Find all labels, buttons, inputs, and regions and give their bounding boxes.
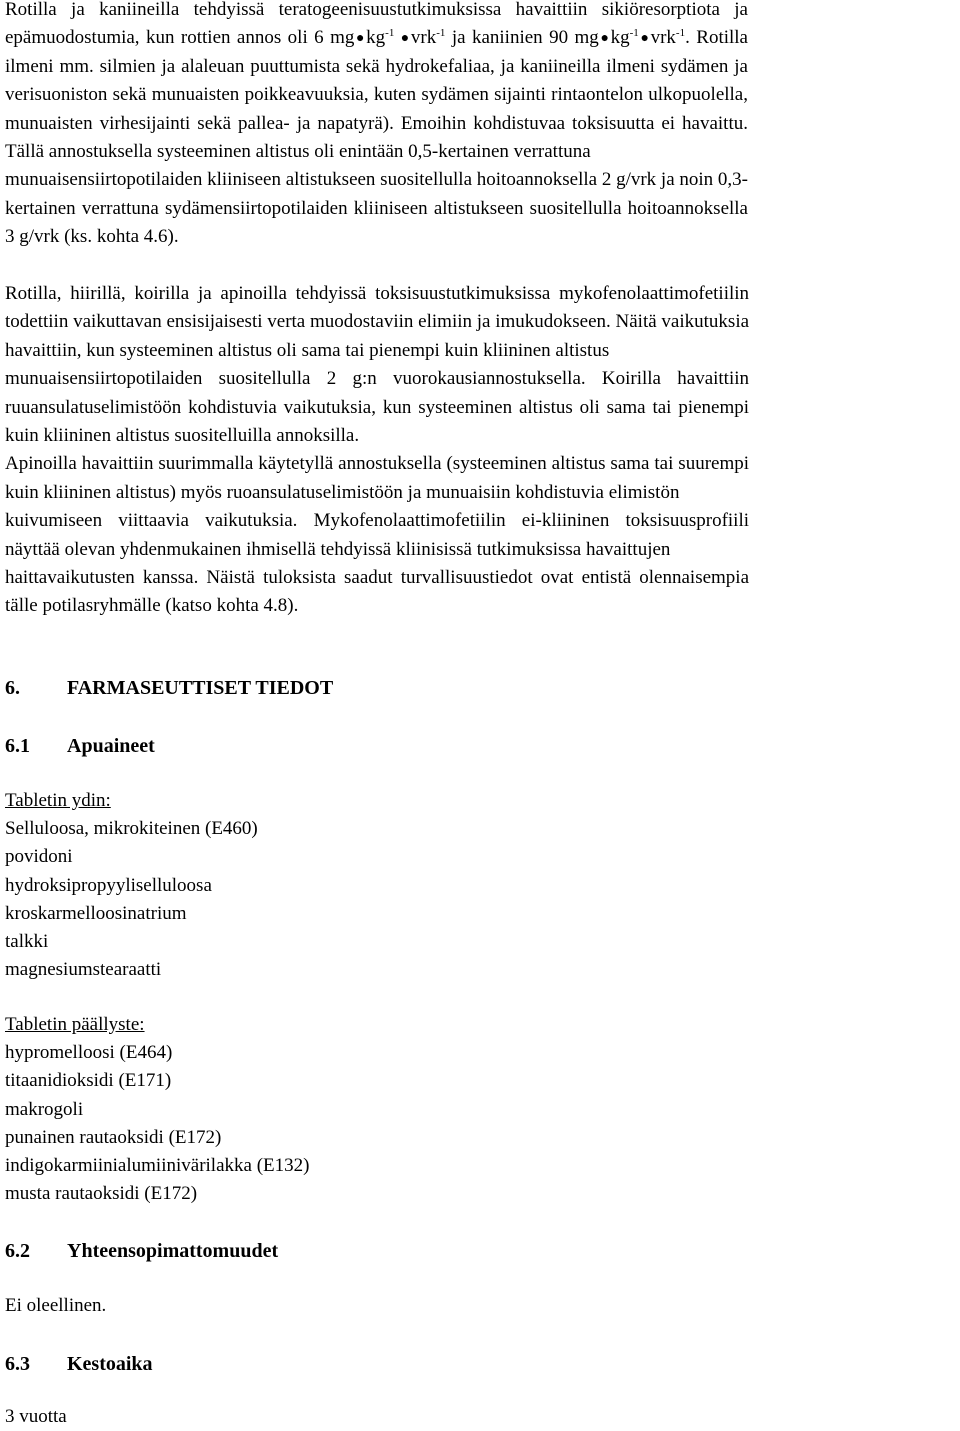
unit-vrk: vrk [650, 27, 676, 49]
section-number: 6.2 [5, 1240, 30, 1262]
section-title: Kestoaika [67, 1353, 153, 1375]
list-item: Selluloosa, mikrokiteinen (E460) [5, 818, 258, 840]
section-heading-6-3 [5, 1350, 153, 1378]
list-item: titaanidioksidi (E171) [5, 1070, 172, 1092]
bullet-dot-icon: ● [400, 31, 411, 47]
text-line: kuivumiseen viittaavia vaikutuksia. Mykofenolaattimofetiilin ei-kliininen toksisuusprofiili [5, 510, 750, 532]
text-line: 3 g/vrk (ks. kohta 4.6). [5, 226, 179, 248]
list-item: talkki [5, 931, 49, 953]
text-line: munuaisensiirtopotilaiden suositellulla 2 g:n vuorokausiannostuksella. Koirilla havaittiin [5, 368, 750, 390]
text-line: näyttää olevan yhdenmukainen ihmisellä tehdyissä kliinisissä tutkimuksissa havaittujen [5, 538, 671, 560]
bullet-dot-icon: ● [354, 31, 367, 47]
section-text: Ei oleellinen. [5, 1295, 107, 1316]
text-segment: epämuodostumia, kun rottien annos oli 6 mg [5, 27, 355, 49]
superscript: -1 [436, 27, 446, 40]
text-line: haittavaikutusten kanssa. Näistä tuloksista saadut turvallisuustiedot ovat entistä olennaisempia [5, 566, 750, 588]
section-number: 6.1 [5, 735, 30, 757]
unit-kg: kg [610, 27, 630, 49]
list-item: indigokarmiinialumiinivärilakka (E132) [5, 1155, 310, 1177]
list-item: hypromelloosi (E464) [5, 1042, 173, 1064]
list-heading-core: Tabletin ydin: [5, 790, 111, 811]
list-item: kroskarmelloosinatrium [5, 902, 187, 924]
list-heading-coating: Tabletin päällyste: [5, 1014, 145, 1035]
superscript: -1 [385, 27, 395, 40]
paragraph-toxicity [5, 280, 749, 621]
paragraph-teratogenicity [5, 0, 748, 252]
text-line: munuaisten virhesijainti sekä pallea- ja napatyrä). Emoihin kohdistuvaa toksisuutta ei havaittu. [5, 112, 748, 134]
unit-kg: kg [366, 27, 386, 49]
superscript: -1 [675, 27, 686, 40]
text-segment: ja kaniinien 90 mg [445, 27, 599, 49]
section-title: Apuaineet [67, 735, 155, 757]
superscript: -1 [629, 27, 639, 40]
list-item: punainen rautaoksidi (E172) [5, 1126, 222, 1148]
text-line: havaittiin, kun systeeminen altistus oli sama tai pienempi kuin kliininen altistus [5, 339, 610, 361]
text-line: kertainen verrattuna sydämensiirtopotilaiden kliiniseen altistukseen suositellulla hoitoannoksella [5, 197, 748, 219]
excipients-coating-list [5, 1011, 309, 1208]
unit-vrk: vrk [410, 27, 437, 49]
section-number: 6. [5, 677, 20, 699]
list-item: povidoni [5, 846, 73, 868]
excipients-core-list [5, 787, 258, 984]
bullet-dot-icon: ● [638, 31, 651, 47]
bullet-dot-icon: ● [598, 31, 611, 47]
text-line: Rotilla, hiirillä, koirilla ja apinoilla tehdyissä toksisuustutkimuksissa mykofenolaattimofetiilin [5, 283, 750, 304]
text-line: Tällä annostuksella systeeminen altistus oli enintään 0,5-kertainen verrattuna [5, 140, 591, 162]
list-item: musta rautaoksidi (E172) [5, 1183, 198, 1205]
section-title: FARMASEUTTISET TIEDOT [67, 677, 334, 699]
text-line: Apinoilla havaittiin suurimmalla käytetyllä annostuksella (systeeminen altistus sama tai suurempi [5, 453, 750, 475]
text-line-dosage [5, 24, 748, 52]
text-line: kuin kliininen altistus) myös ruoansulatuselimistöön ja munuaisiin kohdistuvia elimistön [5, 481, 680, 503]
text-line: ilmeni mm. silmien ja alaleuan puuttumista sekä hydrokefaliaa, ja kaniineilla ilmeni sydämen ja [5, 55, 748, 77]
section-text: 3 vuotta [5, 1406, 67, 1427]
text-line: tälle potilasryhmälle (katso kohta 4.8). [5, 595, 299, 617]
text-line: todettiin vaikuttavan ensisijaisesti verta muodostaviin elimiin ja imukudokseen. Näitä vaikutuksia [5, 311, 750, 333]
list-item: hydroksipropyyliselluloosa [5, 874, 212, 896]
section-number: 6.3 [5, 1353, 30, 1375]
section-heading-6-2 [5, 1237, 278, 1265]
text-line: ruuansulatuselimistöön kohdistuvia vaikutuksia, kun systeeminen altistus oli sama tai pienempi [5, 396, 750, 418]
section-heading-6 [5, 674, 333, 702]
text-line: kuin kliininen altistus suositelluilla annoksilla. [5, 424, 360, 446]
list-item: makrogoli [5, 1098, 84, 1120]
section-heading-6-1 [5, 732, 155, 760]
section-title: Yhteensopimattomuudet [67, 1240, 279, 1262]
text-line: Rotilla ja kaniineilla tehdyissä teratogeenisuustutkimuksissa havaittiin sikiöresorptiota ja [5, 0, 748, 20]
text-line: verisuoniston sekä munuaisten poikkeavuuksia, kuten sydämen sijainti rintaontelon ulkopuolella, [5, 84, 748, 106]
list-item: magnesiumstearaatti [5, 959, 162, 981]
text-segment: . Rotilla [685, 27, 748, 49]
text-line: munuaisensiirtopotilaiden kliiniseen altistukseen suositellulla hoitoannoksella 2 g/vrk ja noin 0,3- [5, 169, 748, 191]
